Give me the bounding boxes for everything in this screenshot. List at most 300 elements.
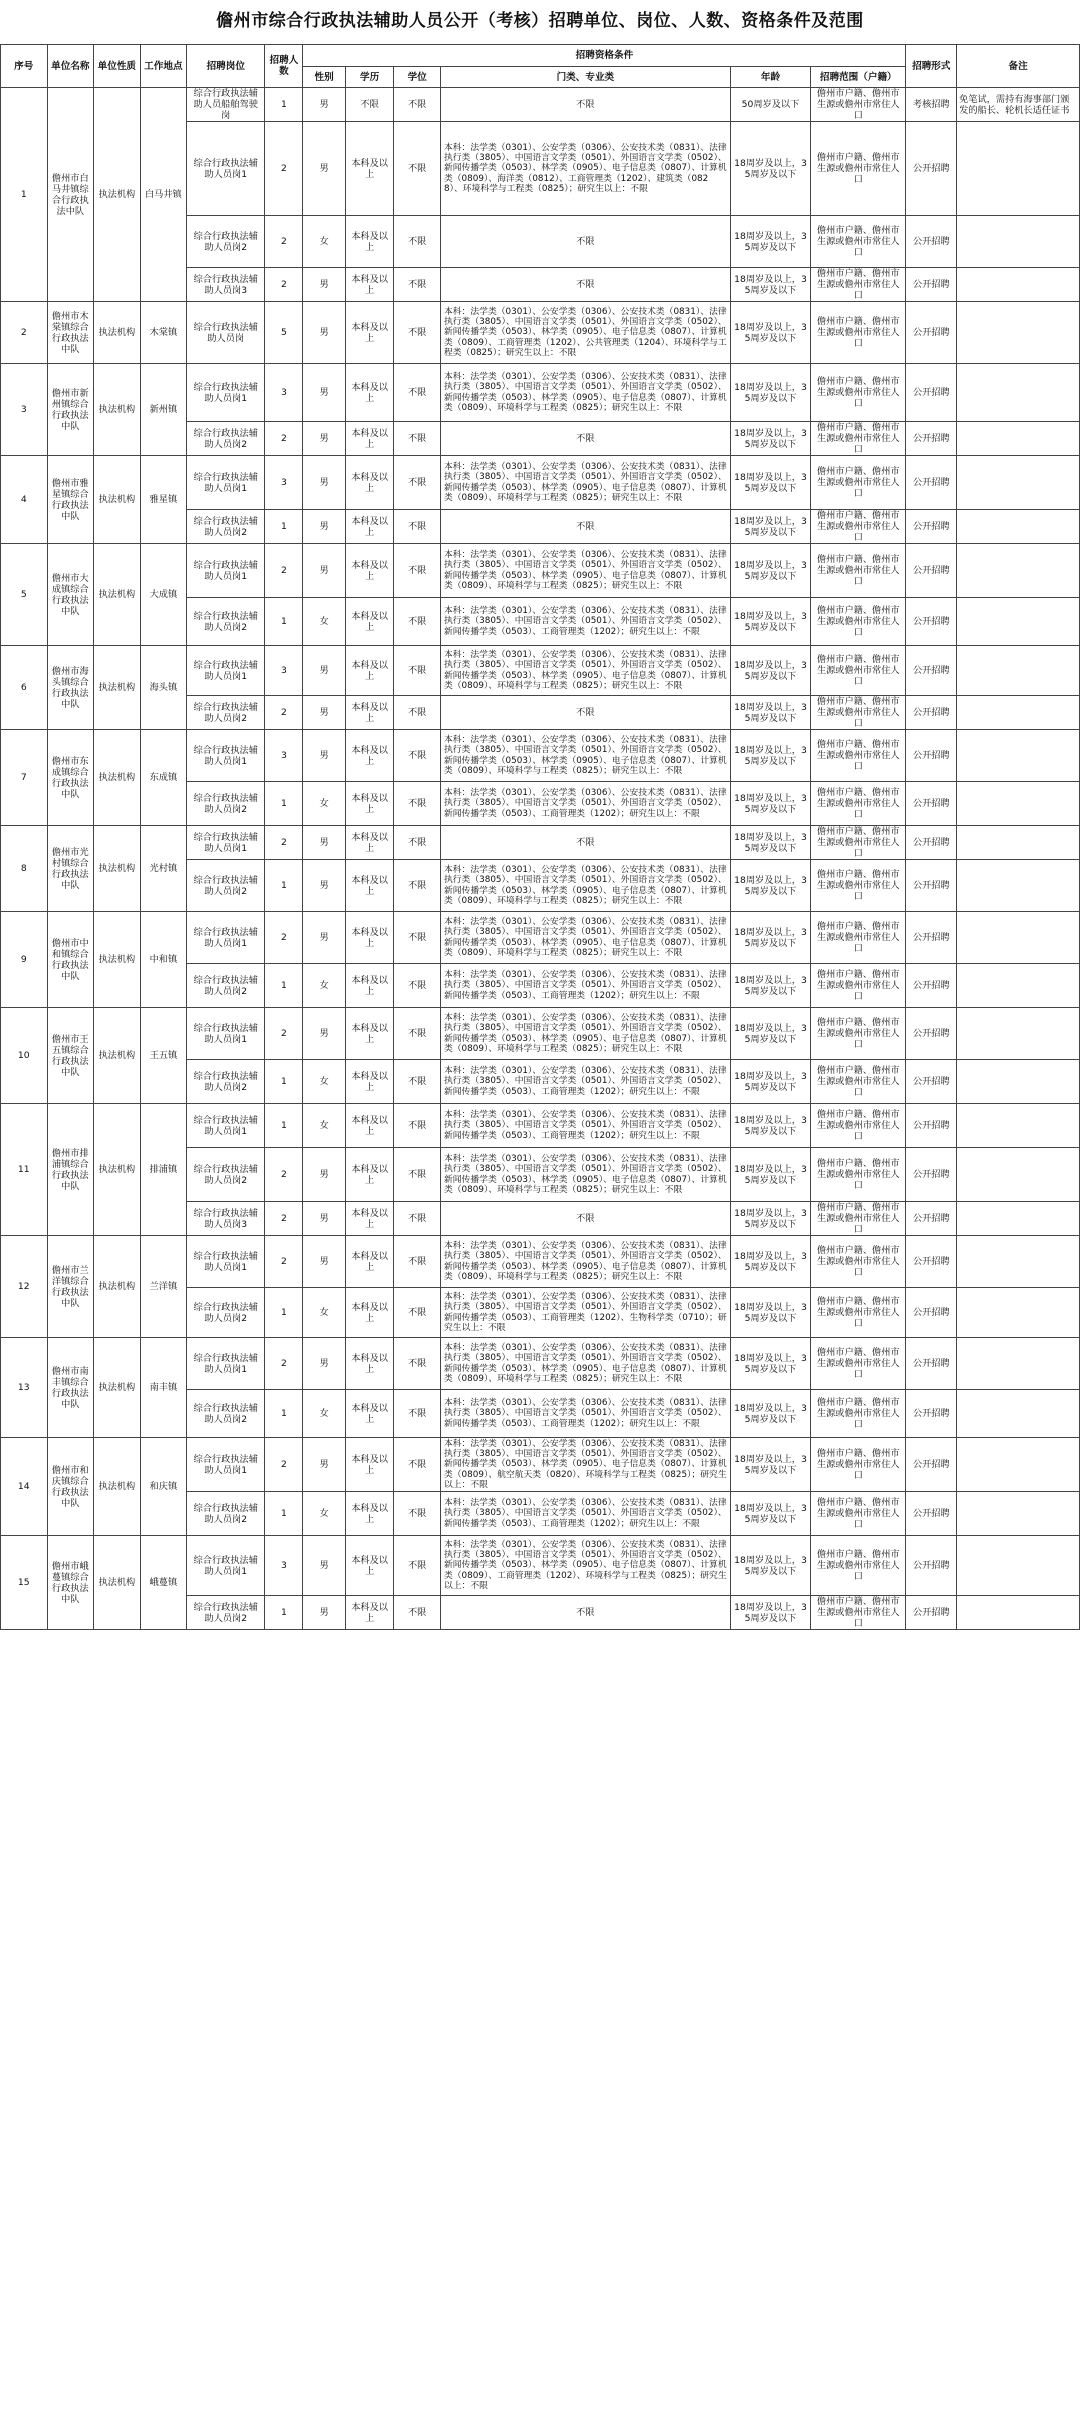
row-post: 综合行政执法辅助人员岗1 — [187, 826, 265, 860]
row-gender: 女 — [303, 1492, 345, 1536]
row-count: 2 — [265, 696, 303, 730]
row-education: 本科及以上 — [345, 216, 394, 268]
row-remark — [957, 782, 1080, 826]
row-count: 2 — [265, 1236, 303, 1288]
row-location: 兰洋镇 — [140, 1236, 187, 1338]
row-location: 和庆镇 — [140, 1438, 187, 1536]
table-row — [1, 456, 1080, 510]
row-count: 1 — [265, 1288, 303, 1338]
row-degree: 不限 — [394, 1596, 441, 1630]
row-major: 本科：法学类（0301）、公安学类（0306）、公安技术类（0831）、法律执行类（3805）、中国语言文学类（0501）、外国语言文学类（0502）、新闻传播学类（0503）、林学类（0905）、电子信息类（0807）、计算机类（0809）、工商管理类（1202）、公共管理类（1204）、环境科学与工程类（0825）；研究生以上：不限 — [440, 302, 730, 364]
row-scope: 儋州市户籍、儋州市生源或儋州市常住人口 — [811, 1104, 906, 1148]
row-major: 本科：法学类（0301）、公安学类（0306）、公安技术类（0831）、法律执行类（3805）、中国语言文学类（0501）、外国语言文学类（0502）、新闻传播学类（0503）、工商管理类（1202）、生物科学类（0710）；研究生以上：不限 — [440, 1288, 730, 1338]
row-post: 综合行政执法辅助人员岗 — [187, 302, 265, 364]
row-post: 综合行政执法辅助人员岗2 — [187, 1060, 265, 1104]
row-post: 综合行政执法辅助人员岗1 — [187, 646, 265, 696]
row-age: 18周岁及以上，35周岁及以下 — [730, 364, 810, 422]
row-age: 18周岁及以上，35周岁及以下 — [730, 1060, 810, 1104]
row-scope: 儋州市户籍、儋州市生源或儋州市常住人口 — [811, 1148, 906, 1202]
row-form: 公开招聘 — [906, 782, 957, 826]
row-scope: 儋州市户籍、儋州市生源或儋州市常住人口 — [811, 1492, 906, 1536]
row-gender: 女 — [303, 598, 345, 646]
row-post: 综合行政执法辅助人员岗2 — [187, 598, 265, 646]
row-form: 公开招聘 — [906, 1202, 957, 1236]
row-scope: 儋州市户籍、儋州市生源或儋州市常住人口 — [811, 364, 906, 422]
row-unit: 儋州市大成镇综合行政执法中队 — [47, 544, 94, 646]
row-scope: 儋州市户籍、儋州市生源或儋州市常住人口 — [811, 1060, 906, 1104]
row-form: 公开招聘 — [906, 598, 957, 646]
row-scope: 儋州市户籍、儋州市生源或儋州市常住人口 — [811, 598, 906, 646]
row-degree: 不限 — [394, 364, 441, 422]
row-degree: 不限 — [394, 510, 441, 544]
row-age: 18周岁及以上，35周岁及以下 — [730, 696, 810, 730]
row-major: 本科：法学类（0301）、公安学类（0306）、公安技术类（0831）、法律执行类（3805）、中国语言文学类（0501）、外国语言文学类（0502）、新闻传播学类（0503）、林学类（0905）、电子信息类（0807）、计算机类（0809）、环境科学与工程类（0825）；研究生以上：不限 — [440, 544, 730, 598]
row-degree: 不限 — [394, 696, 441, 730]
row-gender: 男 — [303, 510, 345, 544]
row-post: 综合行政执法辅助人员岗2 — [187, 964, 265, 1008]
table-row — [1, 302, 1080, 364]
row-education: 本科及以上 — [345, 598, 394, 646]
row-location: 雅星镇 — [140, 456, 187, 544]
row-gender: 女 — [303, 1390, 345, 1438]
row-education: 本科及以上 — [345, 826, 394, 860]
row-post: 综合行政执法辅助人员岗1 — [187, 544, 265, 598]
row-count: 2 — [265, 1148, 303, 1202]
row-degree: 不限 — [394, 302, 441, 364]
row-gender: 男 — [303, 544, 345, 598]
row-form: 公开招聘 — [906, 510, 957, 544]
row-gender: 男 — [303, 456, 345, 510]
row-education: 本科及以上 — [345, 730, 394, 782]
row-form: 公开招聘 — [906, 646, 957, 696]
row-major: 不限 — [440, 696, 730, 730]
row-post: 综合行政执法辅助人员岗1 — [187, 1008, 265, 1060]
row-location: 南丰镇 — [140, 1338, 187, 1438]
row-nature: 执法机构 — [94, 1536, 141, 1630]
header-remark: 备注 — [957, 45, 1080, 88]
row-education: 本科及以上 — [345, 1338, 394, 1390]
row-count: 1 — [265, 964, 303, 1008]
row-age: 18周岁及以上，35周岁及以下 — [730, 964, 810, 1008]
row-degree: 不限 — [394, 1236, 441, 1288]
row-gender: 女 — [303, 216, 345, 268]
row-unit: 儋州市峨蔓镇综合行政执法中队 — [47, 1536, 94, 1630]
row-gender: 男 — [303, 1008, 345, 1060]
header-conditions: 招聘资格条件 — [303, 45, 906, 67]
row-gender: 男 — [303, 696, 345, 730]
row-gender: 女 — [303, 1288, 345, 1338]
row-degree: 不限 — [394, 964, 441, 1008]
row-nature: 执法机构 — [94, 1338, 141, 1438]
row-unit: 儋州市南丰镇综合行政执法中队 — [47, 1338, 94, 1438]
row-count: 2 — [265, 422, 303, 456]
row-major: 本科：法学类（0301）、公安学类（0306）、公安技术类（0831）、法律执行类（3805）、中国语言文学类（0501）、外国语言文学类（0502）、新闻传播学类（0503）、林学类（0905）、电子信息类（0807）、计算机类（0809）、环境科学与工程类（0825）；研究生以上：不限 — [440, 912, 730, 964]
row-gender: 男 — [303, 364, 345, 422]
row-remark — [957, 1492, 1080, 1536]
row-nature: 执法机构 — [94, 1438, 141, 1536]
row-scope: 儋州市户籍、儋州市生源或儋州市常住人口 — [811, 1236, 906, 1288]
row-degree: 不限 — [394, 1288, 441, 1338]
row-degree: 不限 — [394, 456, 441, 510]
row-form: 公开招聘 — [906, 544, 957, 598]
row-degree: 不限 — [394, 268, 441, 302]
row-seq: 12 — [1, 1236, 48, 1338]
row-seq: 11 — [1, 1104, 48, 1236]
table-row — [1, 1104, 1080, 1148]
row-scope: 儋州市户籍、儋州市生源或儋州市常住人口 — [811, 544, 906, 598]
header-location: 工作地点 — [140, 45, 187, 88]
row-post: 综合行政执法辅助人员岗2 — [187, 1492, 265, 1536]
header-scope: 招聘范围（户籍） — [811, 67, 906, 88]
row-location: 白马井镇 — [140, 88, 187, 302]
row-degree: 不限 — [394, 1202, 441, 1236]
row-gender: 女 — [303, 782, 345, 826]
row-form: 公开招聘 — [906, 422, 957, 456]
row-education: 本科及以上 — [345, 964, 394, 1008]
row-age: 18周岁及以上，35周岁及以下 — [730, 1536, 810, 1596]
row-form: 公开招聘 — [906, 964, 957, 1008]
row-education: 本科及以上 — [345, 860, 394, 912]
row-gender: 男 — [303, 730, 345, 782]
row-age: 18周岁及以上，35周岁及以下 — [730, 1288, 810, 1338]
row-count: 2 — [265, 122, 303, 216]
row-post: 综合行政执法辅助人员岗1 — [187, 364, 265, 422]
header-degree: 学位 — [394, 67, 441, 88]
row-nature: 执法机构 — [94, 456, 141, 544]
row-scope: 儋州市户籍、儋州市生源或儋州市常住人口 — [811, 964, 906, 1008]
row-education: 不限 — [345, 88, 394, 122]
row-degree: 不限 — [394, 1492, 441, 1536]
row-remark — [957, 1236, 1080, 1288]
row-education: 本科及以上 — [345, 422, 394, 456]
header-nature: 单位性质 — [94, 45, 141, 88]
row-nature: 执法机构 — [94, 1236, 141, 1338]
row-form: 公开招聘 — [906, 122, 957, 216]
row-major: 本科：法学类（0301）、公安学类（0306）、公安技术类（0831）、法律执行类（3805）、中国语言文学类（0501）、外国语言文学类（0502）、新闻传播学类（0503）、林学类（0905）、电子信息类（0807）、计算机类（0809）、环境科学与工程类（0825）；研究生以上：不限 — [440, 860, 730, 912]
row-degree: 不限 — [394, 782, 441, 826]
row-major: 本科：法学类（0301）、公安学类（0306）、公安技术类（0831）、法律执行类（3805）、中国语言文学类（0501）、外国语言文学类（0502）、新闻传播学类（0503）、林学类（0905）、电子信息类（0807）、计算机类（0809）、环境科学与工程类（0825）；研究生以上：不限 — [440, 1338, 730, 1390]
row-post: 综合行政执法辅助人员岗1 — [187, 912, 265, 964]
row-age: 18周岁及以上，35周岁及以下 — [730, 1492, 810, 1536]
row-count: 1 — [265, 1390, 303, 1438]
row-unit: 儋州市新州镇综合行政执法中队 — [47, 364, 94, 456]
header-age: 年龄 — [730, 67, 810, 88]
row-unit: 儋州市王五镇综合行政执法中队 — [47, 1008, 94, 1104]
row-form: 公开招聘 — [906, 696, 957, 730]
row-age: 18周岁及以上，35周岁及以下 — [730, 544, 810, 598]
row-form: 公开招聘 — [906, 364, 957, 422]
row-seq: 14 — [1, 1438, 48, 1536]
row-unit: 儋州市白马井镇综合行政执法中队 — [47, 88, 94, 302]
recruitment-table — [0, 44, 1080, 1630]
row-location: 中和镇 — [140, 912, 187, 1008]
row-degree: 不限 — [394, 912, 441, 964]
row-education: 本科及以上 — [345, 696, 394, 730]
row-seq: 6 — [1, 646, 48, 730]
row-seq: 5 — [1, 544, 48, 646]
row-education: 本科及以上 — [345, 1202, 394, 1236]
row-remark — [957, 860, 1080, 912]
row-age: 18周岁及以上，35周岁及以下 — [730, 510, 810, 544]
row-seq: 4 — [1, 456, 48, 544]
row-remark — [957, 646, 1080, 696]
row-post: 综合行政执法辅助人员岗1 — [187, 1536, 265, 1596]
row-form: 公开招聘 — [906, 1596, 957, 1630]
row-form: 公开招聘 — [906, 912, 957, 964]
row-unit: 儋州市雅星镇综合行政执法中队 — [47, 456, 94, 544]
row-scope: 儋州市户籍、儋州市生源或儋州市常住人口 — [811, 826, 906, 860]
row-count: 2 — [265, 216, 303, 268]
row-post: 综合行政执法辅助人员岗2 — [187, 1390, 265, 1438]
row-major: 本科：法学类（0301）、公安学类（0306）、公安技术类（0831）、法律执行类（3805）、中国语言文学类（0501）、外国语言文学类（0502）、新闻传播学类（0503）、林学类（0905）、电子信息类（0807）、计算机类（0809）、环境科学与工程类（0825）；研究生以上：不限 — [440, 456, 730, 510]
row-degree: 不限 — [394, 646, 441, 696]
table-row — [1, 646, 1080, 696]
row-major: 本科：法学类（0301）、公安学类（0306）、公安技术类（0831）、法律执行类（3805）、中国语言文学类（0501）、外国语言文学类（0502）、新闻传播学类（0503）、林学类（0905）、电子信息类（0807）、计算机类（0809）、环境科学与工程类（0825）；研究生以上：不限 — [440, 1008, 730, 1060]
row-major: 本科：法学类（0301）、公安学类（0306）、公安技术类（0831）、法律执行类（3805）、中国语言文学类（0501）、外国语言文学类（0502）、新闻传播学类（0503）、林学类（0905）、电子信息类（0807）、计算机类（0809）、航空航天类（0820）、环境科学与工程类（0825）；研究生以上：不限 — [440, 1438, 730, 1492]
table-row — [1, 730, 1080, 782]
row-form: 公开招聘 — [906, 730, 957, 782]
row-remark — [957, 1390, 1080, 1438]
row-remark — [957, 1338, 1080, 1390]
row-remark — [957, 1438, 1080, 1492]
row-form: 公开招聘 — [906, 302, 957, 364]
row-location: 峨蔓镇 — [140, 1536, 187, 1630]
row-seq: 2 — [1, 302, 48, 364]
row-post: 综合行政执法辅助人员岗1 — [187, 730, 265, 782]
row-nature: 执法机构 — [94, 88, 141, 302]
row-education: 本科及以上 — [345, 1596, 394, 1630]
row-education: 本科及以上 — [345, 456, 394, 510]
row-degree: 不限 — [394, 1060, 441, 1104]
row-age: 18周岁及以上，35周岁及以下 — [730, 122, 810, 216]
row-gender: 男 — [303, 422, 345, 456]
row-location: 王五镇 — [140, 1008, 187, 1104]
row-degree: 不限 — [394, 88, 441, 122]
row-education: 本科及以上 — [345, 268, 394, 302]
header-major: 门类、专业类 — [440, 67, 730, 88]
row-count: 2 — [265, 1008, 303, 1060]
row-age: 18周岁及以上，35周岁及以下 — [730, 1438, 810, 1492]
row-form: 公开招聘 — [906, 456, 957, 510]
table-row — [1, 912, 1080, 964]
row-post: 综合行政执法辅助人员岗2 — [187, 1148, 265, 1202]
row-scope: 儋州市户籍、儋州市生源或儋州市常住人口 — [811, 1202, 906, 1236]
row-scope: 儋州市户籍、儋州市生源或儋州市常住人口 — [811, 860, 906, 912]
row-scope: 儋州市户籍、儋州市生源或儋州市常住人口 — [811, 730, 906, 782]
header-seq: 序号 — [1, 45, 48, 88]
row-post: 综合行政执法辅助人员岗3 — [187, 268, 265, 302]
row-age: 18周岁及以上，35周岁及以下 — [730, 1338, 810, 1390]
row-post: 综合行政执法辅助人员船舶驾驶岗 — [187, 88, 265, 122]
row-unit: 儋州市和庆镇综合行政执法中队 — [47, 1438, 94, 1536]
row-unit: 儋州市东成镇综合行政执法中队 — [47, 730, 94, 826]
row-count: 5 — [265, 302, 303, 364]
row-major: 本科：法学类（0301）、公安学类（0306）、公安技术类（0831）、法律执行类（3805）、中国语言文学类（0501）、外国语言文学类（0502）、新闻传播学类（0503）、林学类（0905）、电子信息类（0807）、计算机类（0809）、工商管理类（1202）、环境科学与工程类（0825）；研究生以上：不限 — [440, 1536, 730, 1596]
row-remark — [957, 1596, 1080, 1630]
row-scope: 儋州市户籍、儋州市生源或儋州市常住人口 — [811, 1596, 906, 1630]
row-gender: 男 — [303, 1202, 345, 1236]
row-degree: 不限 — [394, 1148, 441, 1202]
row-seq: 8 — [1, 826, 48, 912]
row-major: 不限 — [440, 268, 730, 302]
row-count: 2 — [265, 826, 303, 860]
row-degree: 不限 — [394, 544, 441, 598]
row-post: 综合行政执法辅助人员岗3 — [187, 1202, 265, 1236]
row-post: 综合行政执法辅助人员岗2 — [187, 696, 265, 730]
row-major: 本科：法学类（0301）、公安学类（0306）、公安技术类（0831）、法律执行类（3805）、中国语言文学类（0501）、外国语言文学类（0502）、新闻传播学类（0503）、林学类（0905）、电子信息类（0807）、计算机类（0809）、环境科学与工程类（0825）；研究生以上：不限 — [440, 646, 730, 696]
row-nature: 执法机构 — [94, 912, 141, 1008]
row-count: 2 — [265, 1438, 303, 1492]
row-count: 3 — [265, 1536, 303, 1596]
row-form: 公开招聘 — [906, 1008, 957, 1060]
row-major: 本科：法学类（0301）、公安学类（0306）、公安技术类（0831）、法律执行类（3805）、中国语言文学类（0501）、外国语言文学类（0502）、新闻传播学类（0503）、工商管理类（1202）；研究生以上：不限 — [440, 1060, 730, 1104]
row-age: 50周岁及以下 — [730, 88, 810, 122]
row-post: 综合行政执法辅助人员岗2 — [187, 422, 265, 456]
row-education: 本科及以上 — [345, 1390, 394, 1438]
row-education: 本科及以上 — [345, 1492, 394, 1536]
table-row — [1, 88, 1080, 122]
row-degree: 不限 — [394, 422, 441, 456]
row-remark — [957, 1202, 1080, 1236]
header-form: 招聘形式 — [906, 45, 957, 88]
row-remark — [957, 730, 1080, 782]
row-count: 2 — [265, 1338, 303, 1390]
table-row — [1, 1236, 1080, 1288]
row-unit: 儋州市中和镇综合行政执法中队 — [47, 912, 94, 1008]
row-post: 综合行政执法辅助人员岗1 — [187, 456, 265, 510]
row-unit: 儋州市木棠镇综合行政执法中队 — [47, 302, 94, 364]
row-form: 公开招聘 — [906, 1338, 957, 1390]
row-education: 本科及以上 — [345, 544, 394, 598]
row-scope: 儋州市户籍、儋州市生源或儋州市常住人口 — [811, 1008, 906, 1060]
row-post: 综合行政执法辅助人员岗2 — [187, 860, 265, 912]
row-count: 1 — [265, 598, 303, 646]
row-nature: 执法机构 — [94, 544, 141, 646]
row-education: 本科及以上 — [345, 510, 394, 544]
table-header — [1, 45, 1080, 88]
row-nature: 执法机构 — [94, 1008, 141, 1104]
row-form: 公开招聘 — [906, 216, 957, 268]
row-education: 本科及以上 — [345, 1438, 394, 1492]
row-count: 1 — [265, 510, 303, 544]
row-remark — [957, 456, 1080, 510]
row-seq: 1 — [1, 88, 48, 302]
row-gender: 女 — [303, 1104, 345, 1148]
row-education: 本科及以上 — [345, 122, 394, 216]
row-age: 18周岁及以上，35周岁及以下 — [730, 422, 810, 456]
row-scope: 儋州市户籍、儋州市生源或儋州市常住人口 — [811, 1288, 906, 1338]
row-degree: 不限 — [394, 216, 441, 268]
row-scope: 儋州市户籍、儋州市生源或儋州市常住人口 — [811, 912, 906, 964]
row-unit: 儋州市光村镇综合行政执法中队 — [47, 826, 94, 912]
row-count: 1 — [265, 1060, 303, 1104]
row-degree: 不限 — [394, 1104, 441, 1148]
row-unit: 儋州市海头镇综合行政执法中队 — [47, 646, 94, 730]
row-gender: 男 — [303, 912, 345, 964]
row-unit: 儋州市排浦镇综合行政执法中队 — [47, 1104, 94, 1236]
row-education: 本科及以上 — [345, 1288, 394, 1338]
row-remark — [957, 1060, 1080, 1104]
row-education: 本科及以上 — [345, 1536, 394, 1596]
row-remark — [957, 268, 1080, 302]
row-remark — [957, 1148, 1080, 1202]
header-education: 学历 — [345, 67, 394, 88]
row-age: 18周岁及以上，35周岁及以下 — [730, 268, 810, 302]
row-post: 综合行政执法辅助人员岗1 — [187, 1338, 265, 1390]
row-age: 18周岁及以上，35周岁及以下 — [730, 730, 810, 782]
row-location: 光村镇 — [140, 826, 187, 912]
row-form: 考核招聘 — [906, 88, 957, 122]
row-count: 1 — [265, 88, 303, 122]
row-nature: 执法机构 — [94, 364, 141, 456]
row-age: 18周岁及以上，35周岁及以下 — [730, 1236, 810, 1288]
row-degree: 不限 — [394, 826, 441, 860]
row-major: 不限 — [440, 826, 730, 860]
row-location: 排浦镇 — [140, 1104, 187, 1236]
row-major: 本科：法学类（0301）、公安学类（0306）、公安技术类（0831）、法律执行类（3805）、中国语言文学类（0501）、外国语言文学类（0502）、新闻传播学类（0503）、工商管理类（1202）；研究生以上：不限 — [440, 1492, 730, 1536]
row-major: 不限 — [440, 88, 730, 122]
row-form: 公开招聘 — [906, 1438, 957, 1492]
row-remark — [957, 1288, 1080, 1338]
row-remark — [957, 1008, 1080, 1060]
row-post: 综合行政执法辅助人员岗2 — [187, 216, 265, 268]
row-age: 18周岁及以上，35周岁及以下 — [730, 860, 810, 912]
row-gender: 男 — [303, 1236, 345, 1288]
row-major: 不限 — [440, 510, 730, 544]
row-location: 海头镇 — [140, 646, 187, 730]
row-remark — [957, 302, 1080, 364]
row-age: 18周岁及以上，35周岁及以下 — [730, 216, 810, 268]
row-remark — [957, 912, 1080, 964]
table-row — [1, 1008, 1080, 1060]
row-scope: 儋州市户籍、儋州市生源或儋州市常住人口 — [811, 88, 906, 122]
row-form: 公开招聘 — [906, 1236, 957, 1288]
row-major: 本科：法学类（0301）、公安学类（0306）、公安技术类（0831）、法律执行类（3805）、中国语言文学类（0501）、外国语言文学类（0502）、新闻传播学类（0503）、林学类（0905）、电子信息类（0807）、计算机类（0809）、环境科学与工程类（0825）；研究生以上：不限 — [440, 1148, 730, 1202]
row-gender: 女 — [303, 964, 345, 1008]
row-scope: 儋州市户籍、儋州市生源或儋州市常住人口 — [811, 646, 906, 696]
row-remark — [957, 1536, 1080, 1596]
row-count: 2 — [265, 544, 303, 598]
row-form: 公开招聘 — [906, 860, 957, 912]
row-remark — [957, 422, 1080, 456]
row-major: 本科：法学类（0301）、公安学类（0306）、公安技术类（0831）、法律执行类（3805）、中国语言文学类（0501）、外国语言文学类（0502）、新闻传播学类（0503）、林学类（0905）、电子信息类（0807）、计算机类（0809）、海洋类（0812）、工商管理类（1202）、建筑类（0828）、环境科学与工程类（0825）；研究生以上：不限 — [440, 122, 730, 216]
row-count: 3 — [265, 646, 303, 696]
header-unit: 单位名称 — [47, 45, 94, 88]
row-remark — [957, 1104, 1080, 1148]
row-degree: 不限 — [394, 1536, 441, 1596]
row-age: 18周岁及以上，35周岁及以下 — [730, 912, 810, 964]
row-age: 18周岁及以上，35周岁及以下 — [730, 826, 810, 860]
row-post: 综合行政执法辅助人员岗1 — [187, 1104, 265, 1148]
row-count: 1 — [265, 860, 303, 912]
row-major: 本科：法学类（0301）、公安学类（0306）、公安技术类（0831）、法律执行类（3805）、中国语言文学类（0501）、外国语言文学类（0502）、新闻传播学类（0503）、林学类（0905）、电子信息类（0807）、计算机类（0809）、环境科学与工程类（0825）；研究生以上：不限 — [440, 730, 730, 782]
table-body — [1, 88, 1080, 1630]
row-scope: 儋州市户籍、儋州市生源或儋州市常住人口 — [811, 510, 906, 544]
row-gender: 男 — [303, 1536, 345, 1596]
row-post: 综合行政执法辅助人员岗1 — [187, 122, 265, 216]
row-age: 18周岁及以上，35周岁及以下 — [730, 1390, 810, 1438]
row-post: 综合行政执法辅助人员岗1 — [187, 1438, 265, 1492]
header-gender: 性别 — [303, 67, 345, 88]
row-form: 公开招聘 — [906, 1060, 957, 1104]
row-post: 综合行政执法辅助人员岗2 — [187, 1596, 265, 1630]
row-post: 综合行政执法辅助人员岗1 — [187, 1236, 265, 1288]
row-major: 本科：法学类（0301）、公安学类（0306）、公安技术类（0831）、法律执行类（3805）、中国语言文学类（0501）、外国语言文学类（0502）、新闻传播学类（0503）、工商管理类（1202）；研究生以上：不限 — [440, 1104, 730, 1148]
row-post: 综合行政执法辅助人员岗2 — [187, 1288, 265, 1338]
row-location: 大成镇 — [140, 544, 187, 646]
row-seq: 3 — [1, 364, 48, 456]
row-age: 18周岁及以上，35周岁及以下 — [730, 782, 810, 826]
